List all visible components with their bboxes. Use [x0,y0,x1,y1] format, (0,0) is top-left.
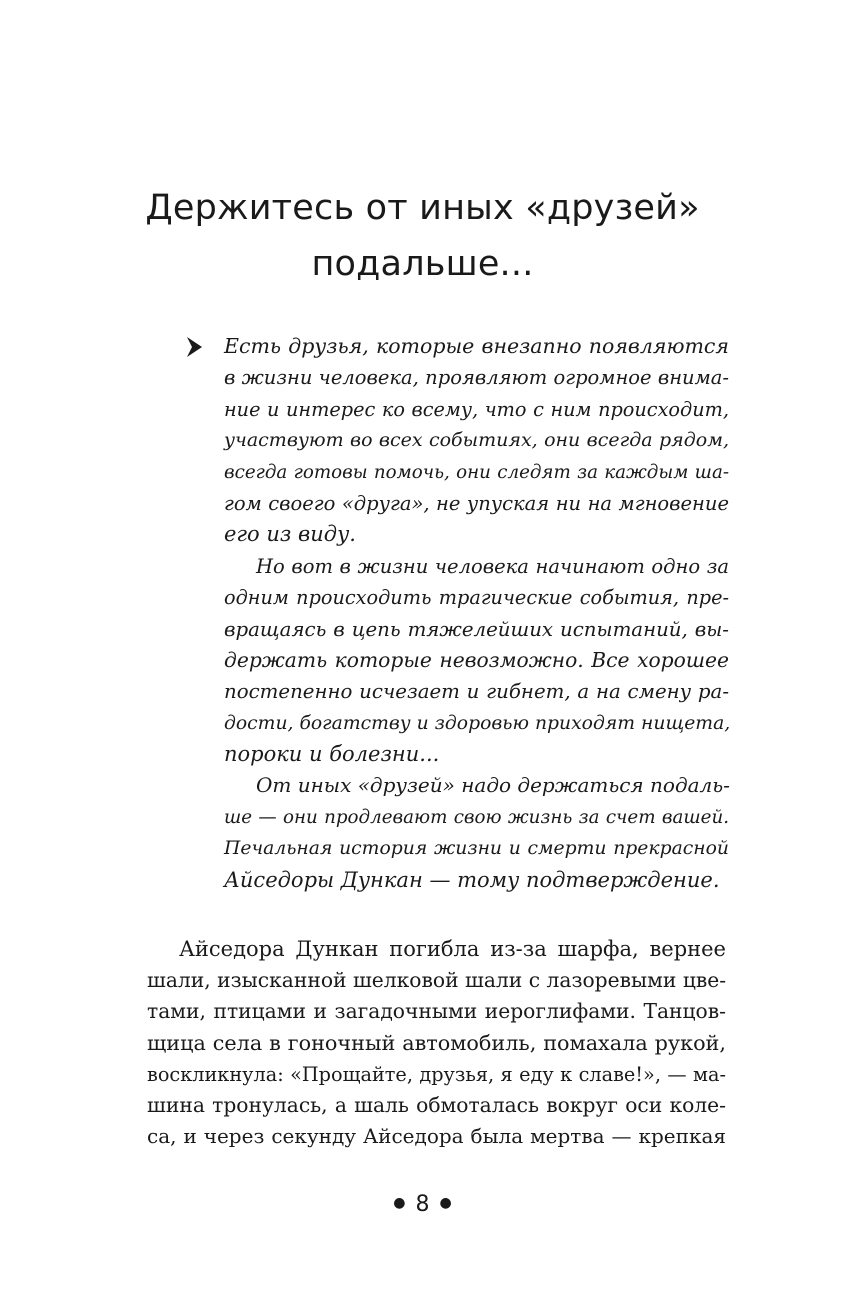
body-line: щица села в гоночный автомобиль, помахала рукой, [147,1030,726,1055]
epigraph-line: От иных «друзей» надо держаться подаль- [256,773,730,798]
epigraph-line: его из виду. [224,522,356,547]
epigraph-line: держать которые невозможно. Все хорошее [224,647,729,672]
body-line: тами, птицами и загадочными иероглифами. Танцов- [147,999,726,1024]
epigraph-line: Печальная история жизни и смерти прекрасной [224,838,729,860]
epigraph-line: гом своего «друга», не упуская ни на мгновение [224,491,729,515]
epigraph-line: ше — они продлевают свою жизнь за счет вашей. [224,806,729,828]
body-line: Айседора Дункан погибла из-за шарфа, вернее [179,937,726,961]
epigraph-line: Айседоры Дункан — тому подтверждение. [224,867,720,892]
epigraph-line: Есть друзья, которые внезапно появляются [224,334,729,358]
page-number [0,1190,845,1220]
epigraph-line: в жизни человека, проявляют огромное внима- [224,366,729,390]
chapter-title-line-2: подальше... [311,244,534,284]
epigraph-line: одним происходить трагические события, пре- [224,586,729,610]
body-line: шина тронулась, а шаль обмоталась вокруг оси коле- [147,1092,726,1117]
body-line: воскликнула: «Прощайте, друзья, я еду к славе!», — ма- [147,1062,726,1086]
epigraph-line: пороки и болезни... [224,742,440,767]
chapter-title [80,180,765,292]
epigraph-line: ние и интерес ко всему, что с ним происходит, [224,397,729,421]
page-number-value: 8 [415,1192,430,1217]
chapter-title-line-1: Держитесь от иных «друзей» [145,188,700,228]
arrowhead-bullet-icon [186,336,204,358]
body-line: са, и через секунду Айседора была мертва — крепкая [147,1124,726,1149]
page-number-dot-icon: ● [439,1195,452,1211]
epigraph-line: участвуют во всех событиях, они всегда рядом, [224,429,729,452]
epigraph-line: вращаясь в цепь тяжелейших испытаний, вы- [224,617,729,641]
page-number-dot-icon: ● [393,1195,406,1211]
epigraph-line: всегда готовы помочь, они следят за каждым ша- [224,461,729,483]
epigraph-line: дости, богатству и здоровью приходят нищета, [224,712,731,734]
epigraph [224,331,729,896]
body-paragraph [147,934,726,1152]
epigraph-line: Но вот в жизни человека начинают одно за [256,554,729,578]
body-line: шали, изысканной шелковой шали с лазоревыми цве- [147,968,727,993]
epigraph-line: постепенно исчезает и гибнет, а на смену ра- [224,680,729,704]
